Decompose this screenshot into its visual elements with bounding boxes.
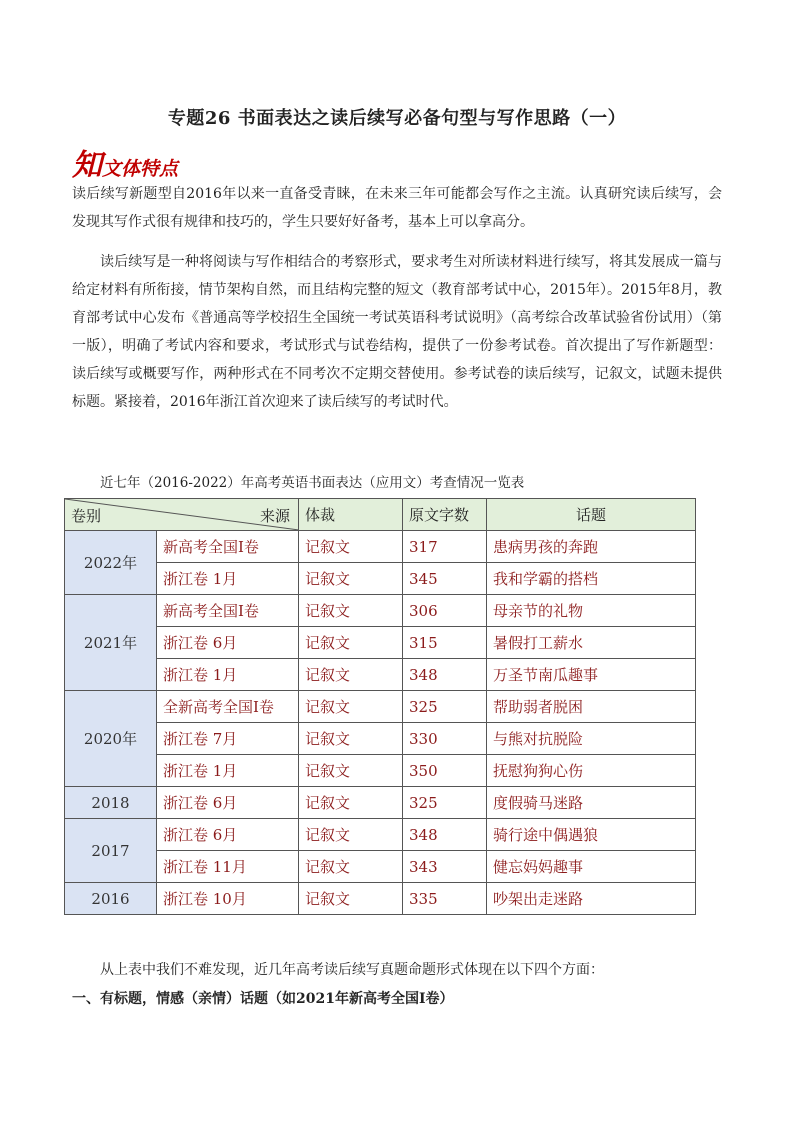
header-diagonal-cell [65, 499, 299, 531]
source-cell: 新高考全国Ⅰ卷 [157, 531, 299, 563]
count-cell: 335 [403, 883, 487, 915]
topic-cell: 万圣节南瓜趣事 [487, 659, 696, 691]
topic-cell: 健忘妈妈趣事 [487, 851, 696, 883]
genre-cell: 记叙文 [299, 755, 403, 787]
year-cell: 2017 [65, 819, 157, 883]
topic-cell: 母亲节的礼物 [487, 595, 696, 627]
genre-cell: 记叙文 [299, 691, 403, 723]
count-cell: 343 [403, 851, 487, 883]
source-cell: 全新高考全国Ⅰ卷 [157, 691, 299, 723]
genre-cell: 记叙文 [299, 563, 403, 595]
count-cell: 325 [403, 691, 487, 723]
topic-cell: 吵架出走迷路 [487, 883, 696, 915]
point-one-heading: 一、有标题，情感（亲情）话题（如2021年新高考全国Ⅰ卷） [72, 991, 454, 1007]
header-juanbie: 卷别 [71, 507, 102, 525]
topic-cell: 帮助弱者脱困 [487, 691, 696, 723]
topic-cell: 患病男孩的奔跑 [487, 531, 696, 563]
body-paragraph: 读后续写是一种将阅读与写作相结合的考察形式，要求考生对所读材料进行续写，将其发展成一篇与给定材料有所衔接，情节架构自然，而且结构完整的短文（教育部考试中心，2015年）。2015年8月，教育部考试中心发布《普通高等学校招生全国统一考试英语科考试说明》（高考综合改革试验省份试用）（第一版），明确了考试内容和要求，考试形式与试卷结构，提供了一份参考试卷。首次提出了写作新题型：读后续写或概要写作，两种形式在不同考次不定期交替使用。参考试卷的读后续写，记叙文，试题未提供标题。紧接着，2016年浙江首次迎来了读后续写的考试时代。 [72, 254, 722, 410]
genre-cell: 记叙文 [299, 819, 403, 851]
count-cell: 348 [403, 659, 487, 691]
summary-paragraph: 从上表中我们不难发现，近几年高考读后续写真题命题形式体现在以下四个方面： [100, 962, 604, 978]
topic-cell: 与熊对抗脱险 [487, 723, 696, 755]
count-cell: 345 [403, 563, 487, 595]
year-cell: 2020年 [65, 691, 157, 787]
table-caption: 近七年（2016-2022）年高考英语书面表达（应用文）考查情况一览表 [100, 475, 525, 491]
section-heading-initial: 知 [72, 148, 102, 183]
year-cell: 2018 [65, 787, 157, 819]
source-cell: 浙江卷 6月 [157, 627, 299, 659]
table-row [65, 787, 696, 819]
topic-cell: 骑行途中偶遇狼 [487, 819, 696, 851]
table-row [65, 851, 696, 883]
table-row [65, 627, 696, 659]
section-heading [72, 140, 178, 184]
header-ticai: 体裁 [299, 499, 403, 531]
topic-cell: 暑假打工薪水 [487, 627, 696, 659]
genre-cell: 记叙文 [299, 851, 403, 883]
count-cell: 330 [403, 723, 487, 755]
count-cell: 317 [403, 531, 487, 563]
source-cell: 浙江卷 11月 [157, 851, 299, 883]
count-cell: 350 [403, 755, 487, 787]
topic-cell: 抚慰狗狗心伤 [487, 755, 696, 787]
count-cell: 315 [403, 627, 487, 659]
intro-paragraph: 读后续写新题型自2016年以来一直备受青睐，在未来三年可能都会写作之主流。认真研究读后续写，会发现其写作式很有规律和技巧的，学生只要好好备考，基本上可以拿高分。 [72, 186, 722, 230]
table-row [65, 563, 696, 595]
table-row [65, 723, 696, 755]
table-row [65, 883, 696, 915]
source-cell: 新高考全国Ⅰ卷 [157, 595, 299, 627]
source-cell: 浙江卷 1月 [157, 563, 299, 595]
genre-cell: 记叙文 [299, 883, 403, 915]
genre-cell: 记叙文 [299, 659, 403, 691]
genre-cell: 记叙文 [299, 787, 403, 819]
genre-cell: 记叙文 [299, 723, 403, 755]
year-cell: 2016 [65, 883, 157, 915]
source-cell: 浙江卷 7月 [157, 723, 299, 755]
genre-cell: 记叙文 [299, 531, 403, 563]
document-title: 专题26 书面表达之读后续写必备句型与写作思路（一） [167, 108, 627, 129]
header-zishu: 原文字数 [403, 499, 487, 531]
count-cell: 306 [403, 595, 487, 627]
table-row [65, 819, 696, 851]
header-huati: 话题 [487, 499, 696, 531]
source-cell: 浙江卷 1月 [157, 659, 299, 691]
source-cell: 浙江卷 6月 [157, 787, 299, 819]
genre-cell: 记叙文 [299, 627, 403, 659]
table-row [65, 595, 696, 627]
section-heading-text: 文体特点 [102, 158, 179, 180]
count-cell: 348 [403, 819, 487, 851]
table-header-row [65, 499, 696, 531]
year-cell: 2021年 [65, 595, 157, 691]
table-row [65, 755, 696, 787]
source-cell: 浙江卷 10月 [157, 883, 299, 915]
source-cell: 浙江卷 1月 [157, 755, 299, 787]
source-cell: 浙江卷 6月 [157, 819, 299, 851]
table-row [65, 691, 696, 723]
table-row [65, 531, 696, 563]
header-laiyuan: 来源 [259, 507, 290, 525]
year-cell: 2022年 [65, 531, 157, 595]
count-cell: 325 [403, 787, 487, 819]
topic-cell: 度假骑马迷路 [487, 787, 696, 819]
table-row [65, 659, 696, 691]
exam-survey-table [64, 498, 696, 915]
genre-cell: 记叙文 [299, 595, 403, 627]
topic-cell: 我和学霸的搭档 [487, 563, 696, 595]
